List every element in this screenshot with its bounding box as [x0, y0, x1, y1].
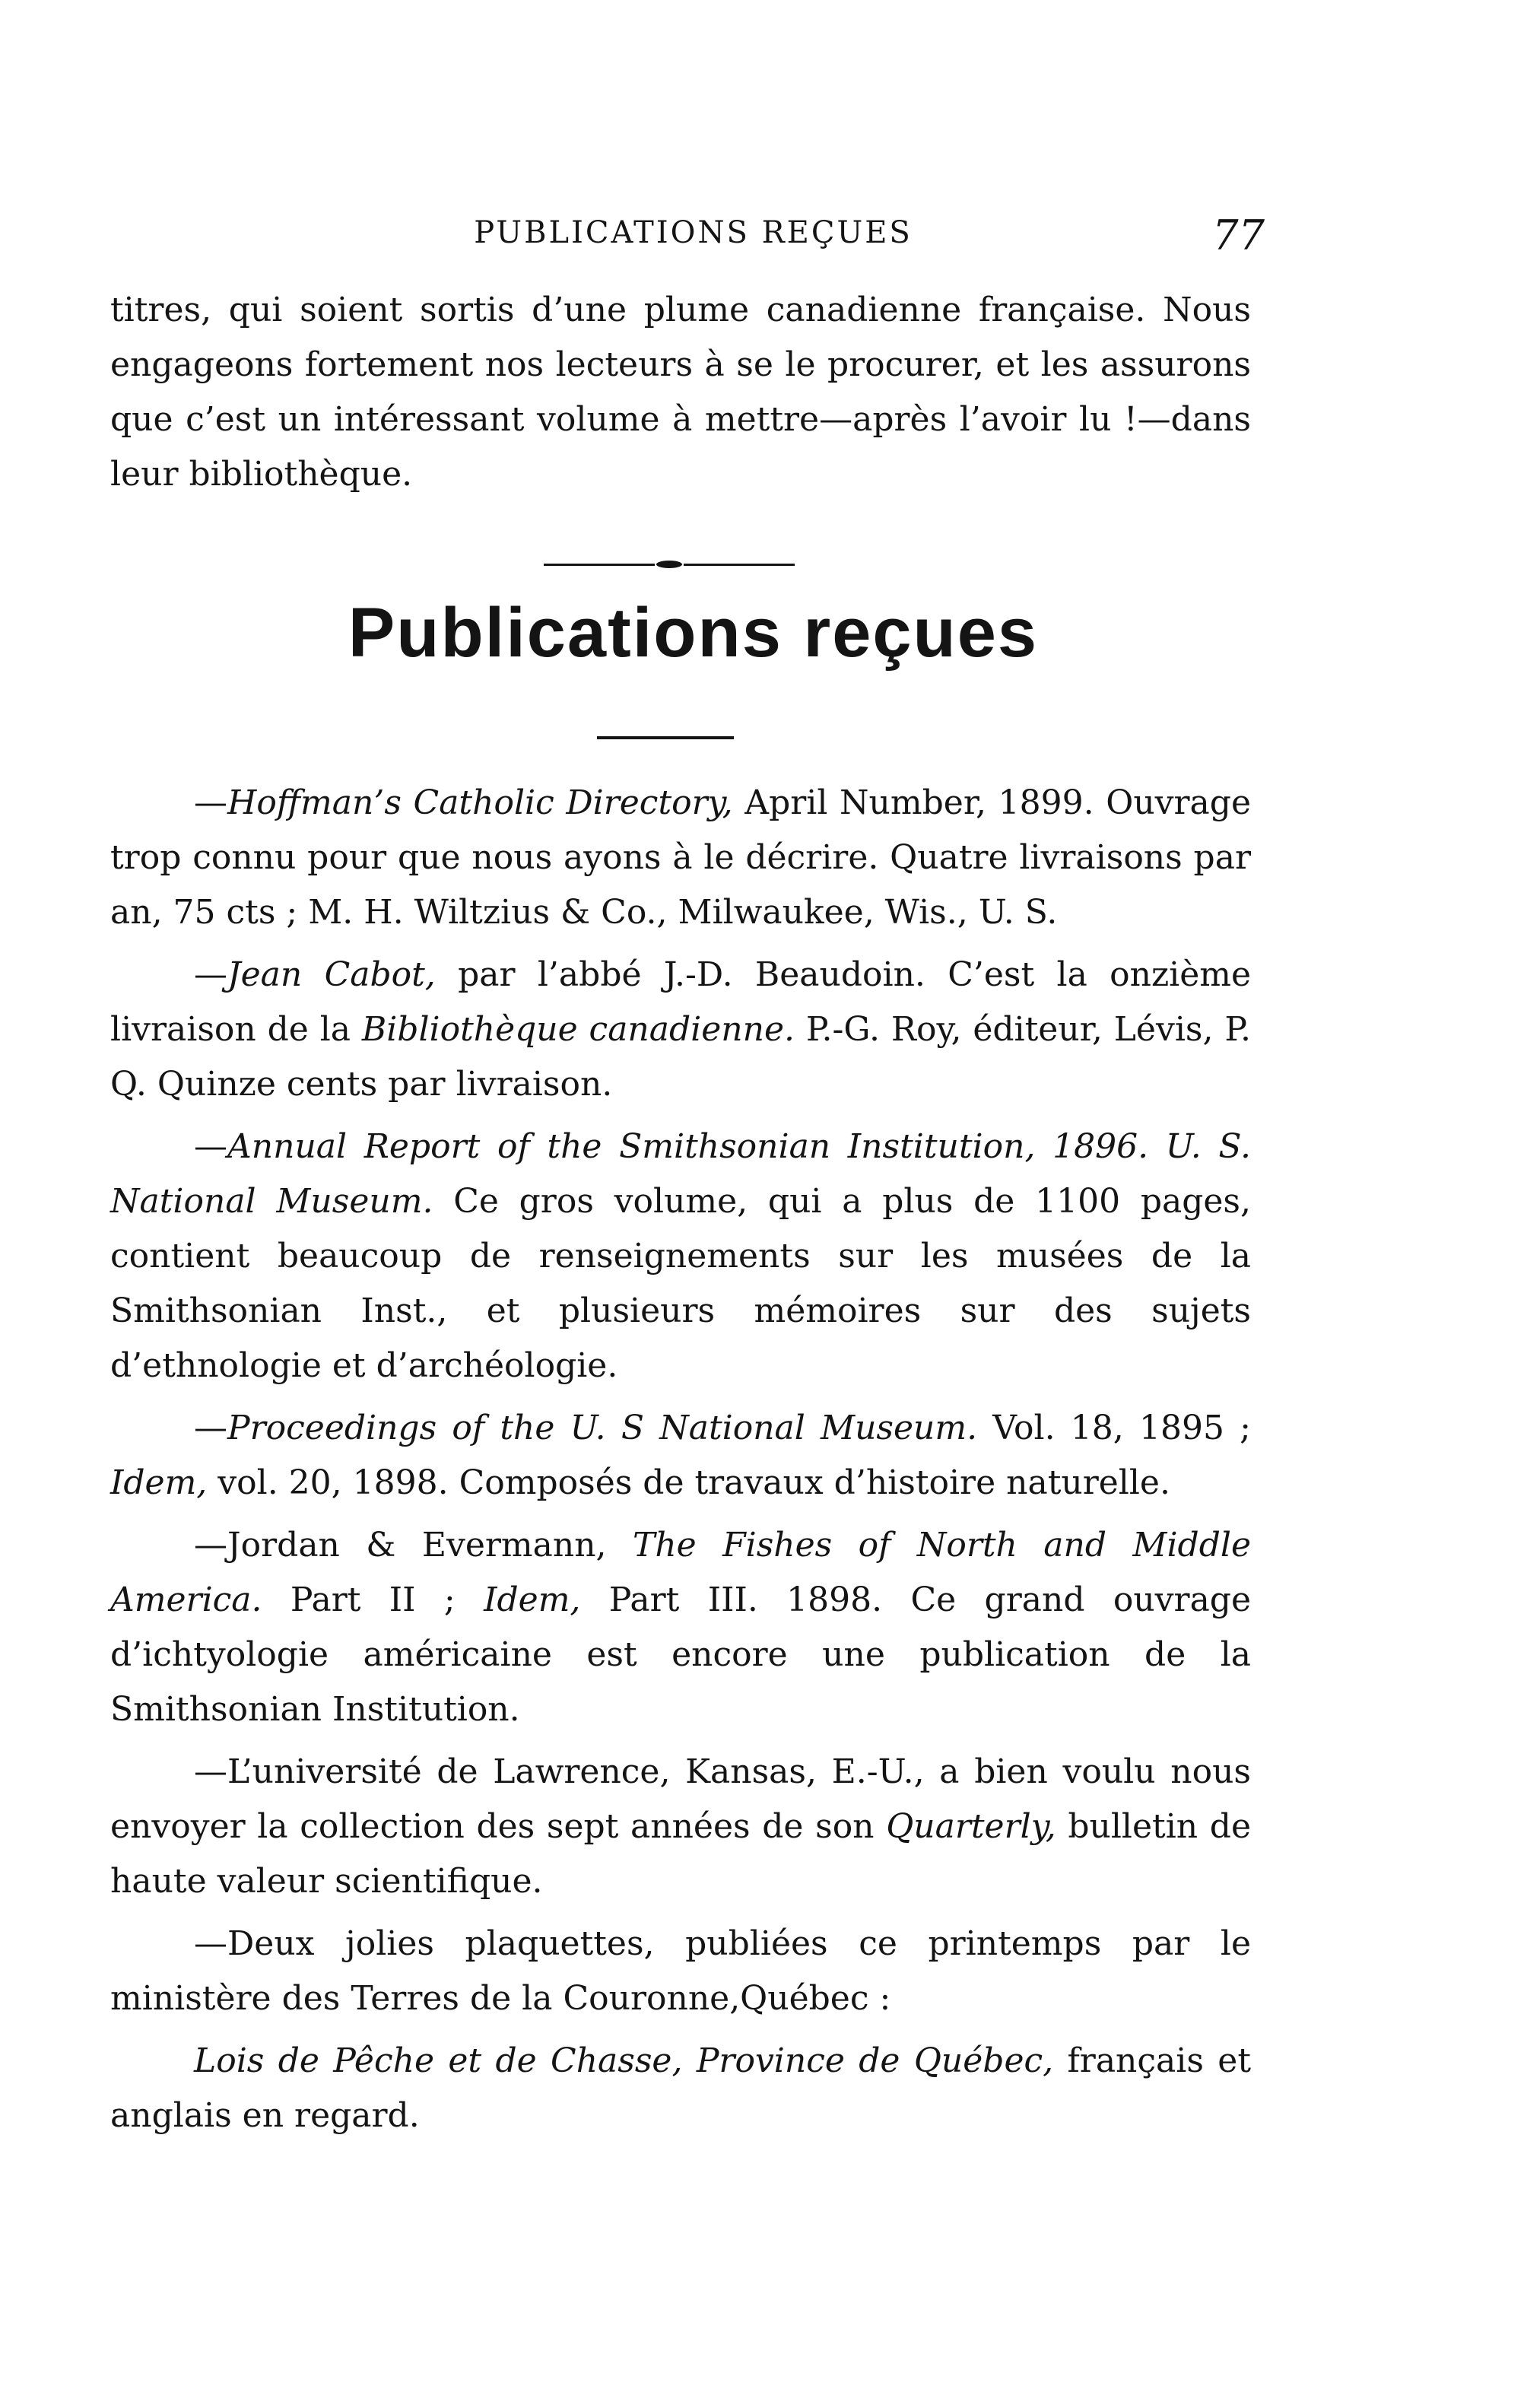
entry-text: Part III. 1898. Ce grand ouvrage d’ichtyologie américaine est encore une publication de la Smithsonian Institution. [110, 1580, 1252, 1729]
entry-proceedings [110, 1401, 1251, 1511]
page-number: 77 [1212, 211, 1265, 259]
entry-text: Part II ; [262, 1580, 484, 1619]
entry-title: Hoffman’s Catholic Directory, [227, 783, 733, 822]
section-title: Publications reçues [348, 594, 1039, 672]
entry-idem: Idem, [110, 1463, 208, 1502]
entry-lawrence [110, 1745, 1251, 1909]
entry-lead: — [194, 955, 227, 994]
entry-title: Lois de Pêche et de Chasse, Province de Québec, [194, 2041, 1054, 2080]
entry-title: The Fishes of North and Middle America. [110, 1526, 1251, 1619]
running-title: PUBLICATIONS REÇUES [474, 215, 913, 250]
entry-text: April Number, 1899. Ouvrage trop connu pour que nous ayons à le décrire. Quatre livraisons par an, 75 cts ; M. H. Wiltzius & Co., Milwaukee, Wis., U. S. [110, 783, 1251, 932]
continuation-text: titres, qui soient sortis d’une plume canadienne française. Nous engageons fortement nos lecteurs à se le procurer, et les assurons que c’est un intéressant volume à mettre—après l’avoir lu !—dans leur bibliothèque. [110, 291, 1251, 494]
entry-jordan-evermann [110, 1518, 1251, 1737]
entry-title: Proceedings of the U. S National Museum. [227, 1409, 978, 1447]
entry-hoffman [110, 776, 1251, 940]
entries-list [110, 776, 1251, 2151]
entry-lead: —Jordan & Evermann, [194, 1526, 633, 1565]
entry-lead: —L’université de Lawrence, Kansas, E.-U., a bien voulu nous envoyer la collection des sept années de son [110, 1752, 1251, 1846]
divider-ornament [656, 561, 682, 568]
entry-plaquettes [110, 1917, 1251, 2026]
title-rule [597, 736, 734, 739]
entry-text: vol. 20, 1898. Composés de travaux d’histoire naturelle. [207, 1463, 1170, 1502]
entry-text: français et anglais en regard. [110, 2041, 1251, 2135]
entry-text: Vol. 18, 1895 ; [977, 1409, 1251, 1447]
entry-lead: —Deux jolies plaquettes, publiées ce printemps par le ministère des Terres de la Couronne,Québec : [110, 1924, 1251, 2018]
entry-jean-cabot [110, 948, 1251, 1112]
entry-lead: — [194, 783, 227, 822]
entry-idem: Idem, [484, 1580, 581, 1619]
divider-line-right [684, 564, 795, 566]
entry-title: Annual Report of the Smithsonian Institution, 1896. U. S. National Museum. [110, 1127, 1251, 1221]
entry-text: Ce gros volume, qui a plus de 1100 pages, contient beaucoup de renseignements sur les musées de la Smithsonian Inst., et plusieurs mémoires sur des sujets d’ethnologie et d’archéologie. [110, 1182, 1251, 1385]
entry-lead: — [194, 1127, 227, 1166]
entry-title: Jean Cabot, [227, 955, 436, 994]
entry-lead: — [194, 1409, 227, 1447]
ornamental-divider [544, 561, 795, 567]
entry-smithsonian-report [110, 1120, 1251, 1393]
entry-lois-peche [110, 2034, 1251, 2143]
entry-series-title: Bibliothèque canadienne. [361, 1010, 795, 1049]
entry-title: Quarterly, [886, 1807, 1056, 1846]
divider-line-left [544, 564, 655, 566]
entry-text: bulletin de haute valeur scientifique. [110, 1807, 1251, 1901]
entry-text: P.-G. Roy, éditeur, Lévis, P. Q. Quinze cents par livraison. [110, 1010, 1252, 1104]
entry-text: par l’abbé J.-D. Beaudoin. C’est la onzième livraison de la [110, 955, 1251, 1049]
continuation-paragraph [110, 283, 1251, 502]
